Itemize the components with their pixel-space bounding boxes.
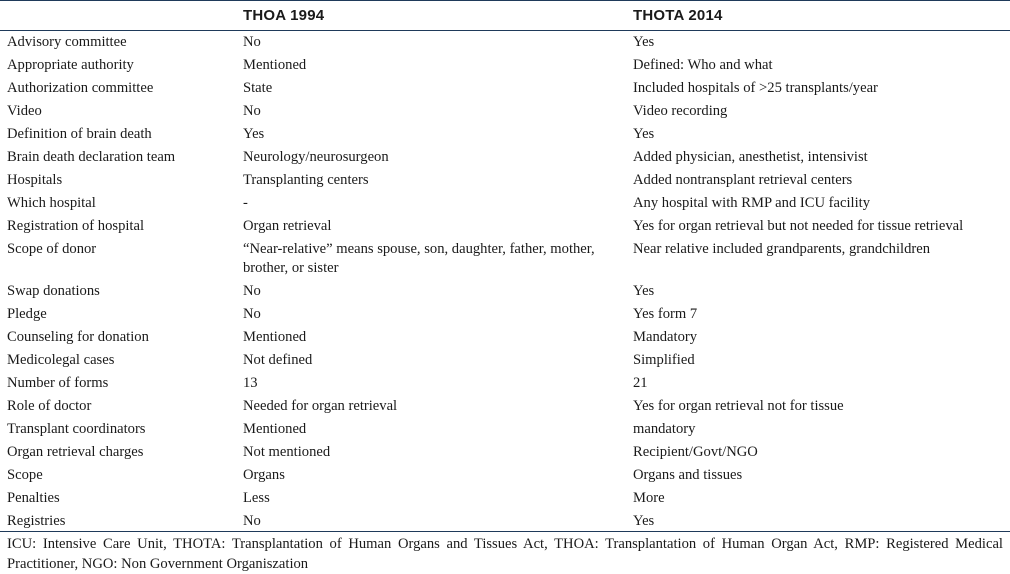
table-row <box>0 464 1010 487</box>
thoa-1994-value: Less <box>243 490 270 506</box>
row-label: Definition of brain death <box>7 126 152 142</box>
row-label: Which hospital <box>7 195 96 211</box>
row-label: Advisory committee <box>7 34 127 50</box>
thota-2014-value: Yes <box>633 283 655 299</box>
thoa-1994-value: No <box>243 306 261 322</box>
header-thoa-1994: THOA 1994 <box>243 7 325 24</box>
thota-2014-value: Added physician, anesthetist, intensivist <box>633 149 868 165</box>
row-label: Appropriate authority <box>7 57 134 73</box>
thota-2014-value: Recipient/Govt/NGO <box>633 444 758 460</box>
thoa-1994-value: Mentioned <box>243 57 307 73</box>
header-thota-2014: THOTA 2014 <box>633 7 723 24</box>
row-label: Pledge <box>7 306 47 322</box>
thota-2014-value: Yes <box>633 126 655 142</box>
table-row <box>0 146 1010 169</box>
thoa-1994-value: State <box>243 80 273 96</box>
table-row <box>0 395 1010 418</box>
thoa-1994-value: “Near-relative” means spouse, son, daughter, father, mother, brother, or sister <box>243 241 595 276</box>
table-header-row <box>0 0 1010 31</box>
table-row <box>0 280 1010 303</box>
thoa-1994-value: Organ retrieval <box>243 218 332 234</box>
row-label: Medicolegal cases <box>7 352 115 368</box>
table-row <box>0 487 1010 510</box>
row-label: Scope of donor <box>7 241 97 257</box>
thoa-1994-value: Transplanting centers <box>243 172 369 188</box>
table-row <box>0 123 1010 146</box>
thota-2014-value: Organs and tissues <box>633 467 743 483</box>
thota-2014-value: More <box>633 490 665 506</box>
thota-2014-value: Video recording <box>633 103 728 119</box>
row-label: Organ retrieval charges <box>7 444 144 460</box>
thota-2014-value: Near relative included grandparents, grandchildren <box>633 241 931 257</box>
table-row <box>0 326 1010 349</box>
thota-2014-value: Simplified <box>633 352 695 368</box>
row-label: Swap donations <box>7 283 100 299</box>
thoa-1994-value: No <box>243 103 261 119</box>
row-label: Registration of hospital <box>7 218 145 234</box>
thota-2014-value: mandatory <box>633 421 696 437</box>
thoa-1994-value: Not defined <box>243 352 313 368</box>
row-label: Role of doctor <box>7 398 92 414</box>
row-label: Counseling for donation <box>7 329 149 345</box>
thota-2014-value: Any hospital with RMP and ICU facility <box>633 195 870 211</box>
table-row <box>0 303 1010 326</box>
thoa-1994-value: Neurology/neurosurgeon <box>243 149 389 165</box>
table-footnote: ICU: Intensive Care Unit, THOTA: Transplantation of Human Organs and Tissues Act, THOA: Transplantation of Human Organ Act, RMP: Registered Medical Practitioner, NGO: Non Government Organiszation <box>0 531 1010 574</box>
table-row <box>0 54 1010 77</box>
table-row <box>0 77 1010 100</box>
thoa-1994-value: Not mentioned <box>243 444 331 460</box>
row-label: Brain death declaration team <box>7 149 176 165</box>
thoa-1994-value: Organs <box>243 467 285 483</box>
table-row <box>0 169 1010 192</box>
row-label: Transplant coordinators <box>7 421 146 437</box>
row-label: Registries <box>7 513 66 529</box>
row-label: Scope <box>7 467 43 483</box>
thota-2014-value: Yes for organ retrieval but not needed for tissue retrieval <box>633 218 964 234</box>
row-label: Number of forms <box>7 375 109 391</box>
table-row <box>0 441 1010 464</box>
thoa-1994-value: - <box>243 195 248 211</box>
thoa-1994-value: Yes <box>243 126 265 142</box>
thoa-1994-value: No <box>243 283 261 299</box>
thota-2014-value: Yes <box>633 34 655 50</box>
thota-2014-value: 21 <box>633 375 648 391</box>
row-label: Authorization committee <box>7 80 154 96</box>
row-label: Penalties <box>7 490 60 506</box>
row-label: Video <box>7 103 42 119</box>
thota-2014-value: Mandatory <box>633 329 698 345</box>
thoa-1994-value: No <box>243 34 261 50</box>
table-row <box>0 349 1010 372</box>
thota-2014-value: Yes form 7 <box>633 306 698 322</box>
table-row <box>0 238 1010 280</box>
thoa-1994-value: Mentioned <box>243 329 307 345</box>
table-row <box>0 215 1010 238</box>
table-row <box>0 372 1010 395</box>
thota-2014-value: Yes for organ retrieval not for tissue <box>633 398 844 414</box>
table-row <box>0 31 1010 54</box>
thoa-1994-value: 13 <box>243 375 258 391</box>
thoa-1994-value: Needed for organ retrieval <box>243 398 398 414</box>
thoa-1994-value: Mentioned <box>243 421 307 437</box>
table-row <box>0 510 1010 533</box>
row-label: Hospitals <box>7 172 63 188</box>
thoa-1994-value: No <box>243 513 261 529</box>
thota-2014-value: Defined: Who and what <box>633 57 773 73</box>
thota-2014-value: Included hospitals of >25 transplants/year <box>633 80 878 96</box>
table-row <box>0 192 1010 215</box>
thota-2014-value: Added nontransplant retrieval centers <box>633 172 853 188</box>
table-row <box>0 100 1010 123</box>
thota-2014-value: Yes <box>633 513 655 529</box>
table-row <box>0 418 1010 441</box>
table-body <box>0 31 1010 533</box>
